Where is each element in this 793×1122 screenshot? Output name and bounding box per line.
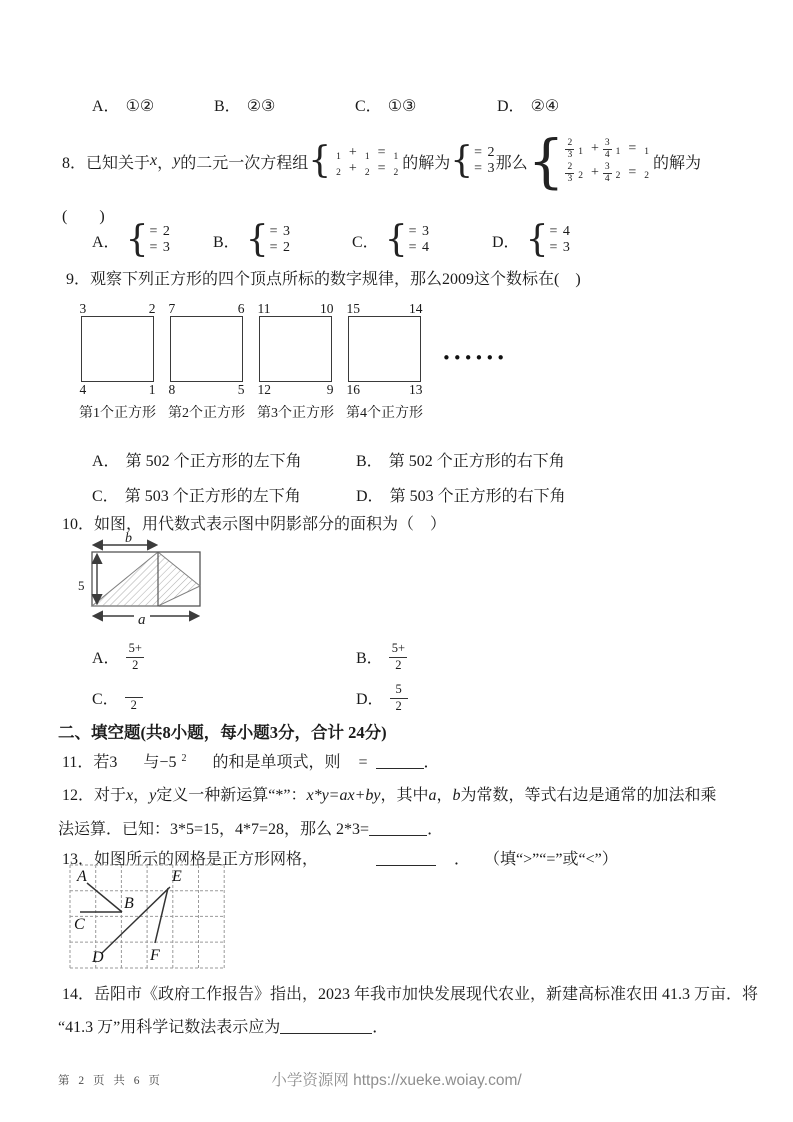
q7-option-b: [214, 93, 275, 116]
q11-statement: [62, 749, 440, 772]
q8-option-c: C． { = 3 = 4: [352, 218, 430, 260]
option-text: 第 502 个正方形的右下角: [388, 453, 565, 470]
corner-number: 7: [168, 301, 176, 316]
height-label: 5: [78, 578, 85, 593]
square-box: [259, 316, 332, 382]
q7-option-a: [92, 93, 154, 116]
q12-text: ，其中: [380, 787, 429, 804]
q8-option-d: D． { = 4 = 3: [492, 218, 571, 260]
corner-number: 2: [148, 301, 156, 316]
q9-option-c: [92, 483, 301, 506]
option-letter: D．: [492, 233, 520, 251]
q9-option-a: [92, 448, 302, 471]
corner-number: 8: [168, 382, 176, 397]
q8-text: 那么: [495, 154, 528, 172]
option-text: ②④: [530, 98, 560, 115]
q10-option-c: C． 2: [92, 681, 143, 713]
option-letter: B．: [214, 98, 241, 115]
corner-number: 15: [346, 301, 360, 316]
corner-number: 13: [409, 382, 423, 397]
q8-solution-system: [450, 139, 496, 181]
q9-option-b: [356, 448, 565, 471]
q11-text: 11．若3: [62, 754, 118, 771]
q12-statement-line2: [58, 816, 443, 839]
shaded-area-figure: [70, 532, 210, 630]
corner-number: 14: [409, 301, 423, 316]
option-text: ①②: [125, 98, 155, 115]
q12-text: 法运算．已知：3*5=15，4*7=28，那么 2*3=: [58, 821, 370, 838]
point-label-D: D: [92, 949, 104, 966]
option-text: 第 503 个正方形的左下角: [124, 488, 301, 505]
equation-row: $\frac{2}{3}$ 2 + $\frac{3}{4}$ 2 = 2: [567, 161, 650, 184]
square-box: [170, 316, 243, 382]
corner-number: 3: [79, 301, 87, 316]
square-box: [348, 316, 421, 382]
brace: {: [125, 218, 149, 260]
ellipsis-dots: ••••••: [442, 349, 508, 367]
q10-statement: 10．如图，用代数式表示图中阴影部分的面积为（ ）: [62, 516, 447, 533]
q10-option-b: B． 5+ 2: [356, 640, 408, 672]
square-label: 第3个正方形: [257, 406, 334, 421]
var-y: y: [173, 152, 181, 169]
brace: {: [525, 218, 549, 260]
corner-number: 6: [237, 301, 245, 316]
q9-statement: 9．观察下列正方形的四个顶点所标的数字规律，那么2009这个数标在( ): [66, 271, 581, 288]
option-letter: A．: [92, 98, 120, 115]
square-1: [74, 301, 161, 422]
q8-answer-paren: ( ): [62, 208, 105, 225]
q9-squares-figure: [74, 301, 507, 422]
point-label-B: B: [124, 895, 134, 912]
brace: {: [384, 218, 408, 260]
period: ．: [427, 821, 444, 838]
answer-blank: [369, 820, 427, 836]
equation-row: = 3: [474, 160, 496, 176]
square-label: 第2个正方形: [168, 406, 245, 421]
var-y: y: [149, 787, 157, 804]
corner-number: 1: [148, 382, 156, 397]
corner-number: 16: [346, 382, 360, 397]
brace: {: [308, 139, 332, 181]
brace: {: [450, 139, 474, 181]
option-letter: D．: [356, 690, 384, 708]
q12-comma: ，: [133, 787, 150, 804]
corner-number: 12: [257, 382, 271, 397]
q13-text: 13．如图所示的网格是正方形网格，: [62, 851, 319, 868]
square-label: 第4个正方形: [346, 406, 423, 421]
q12-text: 定义一种新运算“*”：: [156, 787, 307, 804]
q8-system-1: [308, 139, 402, 181]
q8-text: 的解为: [653, 154, 702, 172]
var-a: a: [428, 787, 437, 804]
footer-page-number: 第 2 页 共 6 页: [58, 1075, 163, 1087]
q8-option-a: A． { = 2 = 3: [92, 218, 171, 260]
square-2: [163, 301, 250, 422]
period: ．: [423, 754, 440, 771]
answer-blank: [376, 753, 424, 769]
var-x: x: [126, 787, 134, 804]
corner-number: 9: [326, 382, 334, 397]
exponent: 2: [181, 753, 187, 764]
q7-option-d: [497, 93, 559, 116]
q9-option-d: [356, 483, 566, 506]
footer-site-link: 小学资源网 https://xueke.woiay.com/: [271, 1072, 522, 1089]
option-letter: C．: [352, 233, 379, 251]
q8-text: 的解为: [402, 154, 451, 172]
corner-number: 5: [237, 382, 245, 397]
option-letter: D．: [356, 488, 384, 505]
equation-row: $\frac{2}{3}$ 1 + $\frac{3}{4}$ 1 = 1: [567, 137, 650, 160]
square-4: [341, 301, 428, 422]
point-label-A: A: [77, 868, 87, 885]
q12-statement-line1: [62, 782, 717, 805]
corner-number: 11: [257, 301, 271, 316]
answer-blank: [376, 850, 436, 866]
q10-option-d: D． 5 2: [356, 681, 408, 713]
q12-comma: ，: [436, 787, 453, 804]
option-letter: B．: [213, 233, 240, 251]
option-letter: A．: [92, 233, 120, 251]
q8-system-2: [527, 126, 653, 195]
brace: {: [527, 126, 565, 195]
shaded-triangle-left: [92, 552, 158, 606]
segment-AB: [87, 883, 122, 912]
q10-figure: [70, 532, 210, 635]
a-label: a: [138, 612, 146, 628]
option-letter: A．: [92, 453, 120, 470]
option-text: ②③: [246, 98, 276, 115]
q7-option-c: [355, 93, 416, 116]
q12-text: 为常数，等式右边是通常的加法和乘: [460, 787, 717, 804]
corner-number: 10: [320, 301, 334, 316]
square-grid: [66, 858, 238, 974]
q8-text: 8．已知关于: [62, 154, 151, 172]
period: ．: [454, 851, 471, 868]
var-b: b: [452, 787, 461, 804]
option-letter: D．: [497, 98, 525, 115]
option-letter: C．: [355, 98, 382, 115]
period: ．: [372, 1019, 389, 1036]
q14-statement-line1: 14．岳阳市《政府工作报告》指出，2023 年我市加快发展现代农业，新建高标准农田 41.3 万亩．将: [62, 986, 759, 1003]
q13-grid-figure: [66, 858, 238, 979]
point-label-F: F: [150, 947, 160, 964]
option-letter: C．: [92, 690, 119, 708]
square-label: 第1个正方形: [79, 406, 156, 421]
option-letter: A．: [92, 649, 120, 667]
option-letter: C．: [92, 488, 119, 505]
option-letter: B．: [356, 649, 383, 667]
option-text: 第 503 个正方形的右下角: [389, 488, 566, 505]
q8-comma: ，: [157, 154, 174, 172]
square-3: [252, 301, 339, 422]
b-label: b: [125, 532, 132, 546]
square-box: [81, 316, 154, 382]
q10-option-a: A． 5+ 2: [92, 640, 145, 672]
var-x: x: [150, 152, 158, 169]
q13-fill-hint: （填“>”“=”或“<”）: [484, 851, 618, 868]
equation-row: $_2$ + $_2$ = $_2$: [336, 160, 399, 178]
brace: {: [245, 218, 269, 260]
q11-text: 与−5: [143, 754, 177, 771]
q8-text: 的二元一次方程组: [180, 154, 309, 172]
answer-blank: [280, 1018, 372, 1034]
equation-row: $_1$ + $_1$ = $_1$: [336, 144, 399, 162]
section-2-header: 二、填空题(共8小题，每小题3分，合计 24分): [58, 723, 387, 742]
q14-statement-line2: [58, 1014, 388, 1037]
q14-text: “41.3 万”用科学记数法表示应为: [58, 1019, 281, 1036]
equation-row: = 2: [474, 144, 496, 160]
point-label-E: E: [172, 868, 182, 885]
q12-text: 12．对于: [62, 787, 127, 804]
corner-number: 4: [79, 382, 87, 397]
option-text: 第 502 个正方形的左下角: [125, 453, 302, 470]
point-label-C: C: [74, 916, 85, 933]
operation-definition: x*y=ax+by: [306, 787, 381, 804]
option-letter: B．: [356, 453, 383, 470]
equals-sign: =: [358, 754, 368, 771]
shaded-triangle-right: [158, 552, 200, 606]
q8-option-b: B． { = 3 = 2: [213, 218, 291, 260]
q11-text: 的和是单项式，则: [212, 754, 341, 771]
q8-statement: [62, 126, 702, 195]
option-text: ①③: [387, 98, 417, 115]
